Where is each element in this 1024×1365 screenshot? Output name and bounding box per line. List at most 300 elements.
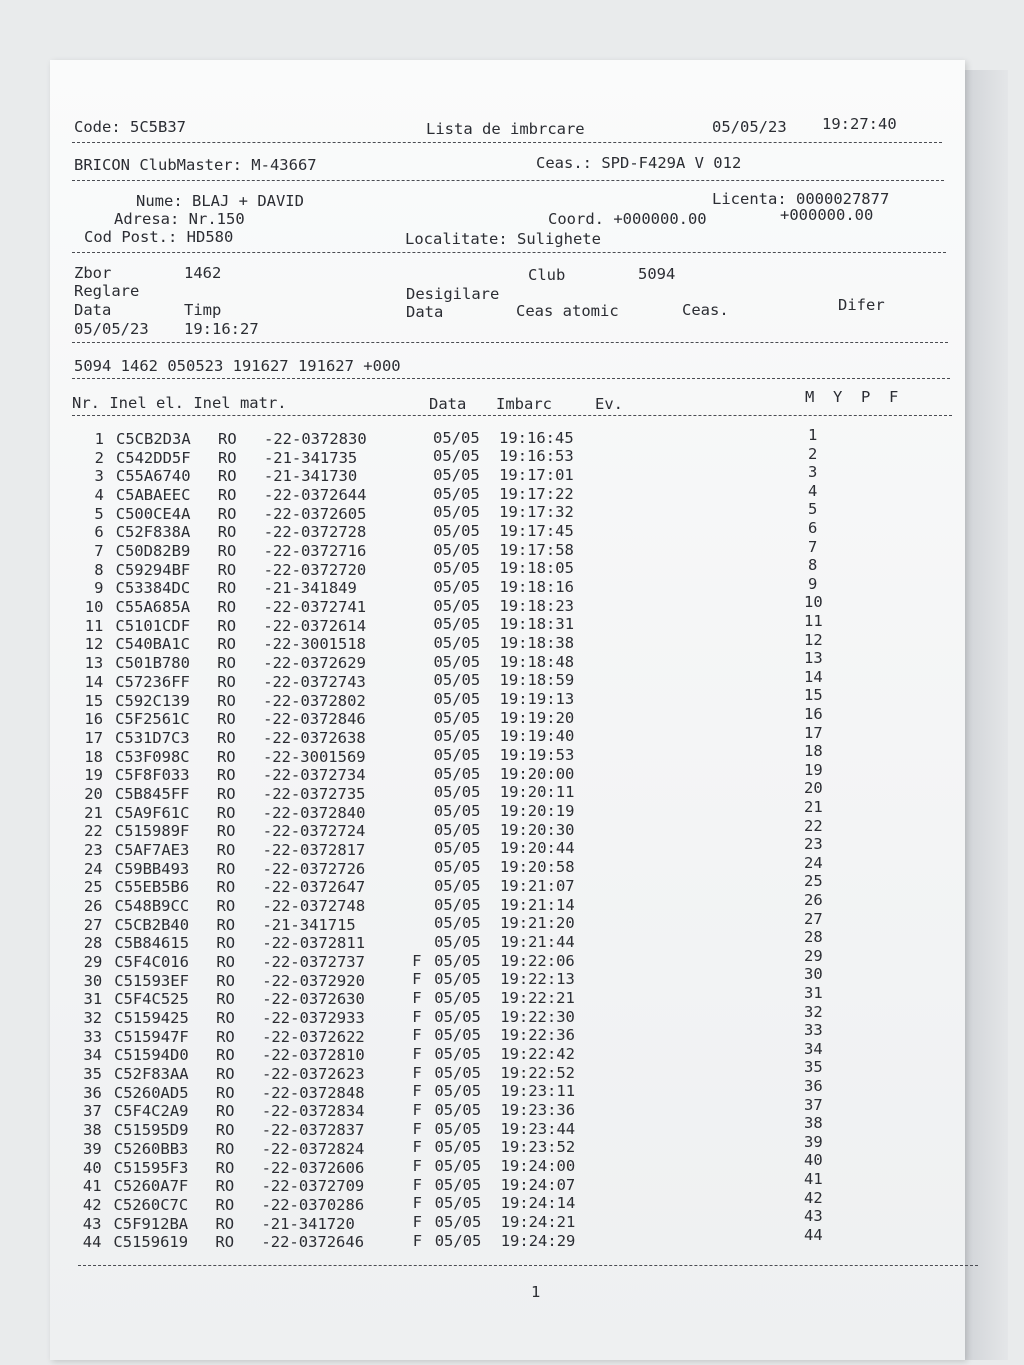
- row-sequence: 17: [804, 723, 823, 742]
- row-electronic-ring: C5ABAEEC: [115, 486, 191, 505]
- row-electronic-ring: C5159425: [114, 1009, 189, 1028]
- ceas-label: Ceas.: [682, 301, 729, 319]
- row-flag: F: [412, 1082, 422, 1101]
- row-country: RO: [216, 840, 236, 859]
- row-country: RO: [217, 448, 237, 467]
- row-electronic-ring: C5CB2D3A: [116, 430, 191, 448]
- reglare-label: Reglare: [74, 282, 140, 300]
- row-number: 36: [83, 1083, 102, 1102]
- row-ring-number: -22-0372748: [262, 897, 366, 915]
- row-country: RO: [217, 504, 237, 523]
- row-date: 05/05: [433, 727, 481, 746]
- row-sequence: 14: [804, 667, 823, 686]
- divider: [72, 378, 950, 379]
- row-sequence: 37: [804, 1095, 823, 1114]
- row-sequence: 9: [808, 574, 818, 593]
- row-time: 19:24:29: [500, 1231, 576, 1250]
- row-date: 05/05: [434, 951, 481, 970]
- row-number: 16: [84, 710, 104, 729]
- club-label: Club: [528, 266, 566, 284]
- row-number: 10: [84, 598, 104, 617]
- row-country: RO: [217, 635, 236, 654]
- row-ring-number: -21-341720: [261, 1214, 355, 1233]
- row-time: 19:24:07: [500, 1175, 576, 1194]
- row-electronic-ring: C5CB2B40: [114, 915, 190, 934]
- row-number: 41: [82, 1177, 102, 1196]
- row-country: RO: [215, 1195, 235, 1214]
- divider: [72, 142, 942, 143]
- row-electronic-ring: C5B845FF: [114, 784, 190, 803]
- row-time: 19:21:20: [500, 914, 575, 933]
- row-time: 19:23:11: [500, 1082, 576, 1101]
- row-electronic-ring: C55A685A: [115, 598, 191, 617]
- row-country: RO: [215, 1083, 235, 1102]
- row-time: 19:22:36: [500, 1026, 575, 1045]
- row-electronic-ring: C592C139: [115, 691, 190, 710]
- row-electronic-ring: C540BA1C: [115, 635, 190, 654]
- difer-label: Difer: [838, 296, 885, 314]
- report-time: 19:27:40: [822, 115, 897, 133]
- row-sequence: 7: [808, 537, 818, 556]
- row-time: 19:19:40: [499, 727, 575, 746]
- row-time: 19:24:00: [500, 1157, 576, 1176]
- row-country: RO: [216, 784, 236, 803]
- row-country: RO: [216, 747, 236, 766]
- row-date: 05/05: [433, 615, 481, 634]
- row-country: RO: [216, 971, 235, 990]
- row-date: 05/05: [433, 484, 480, 503]
- row-sequence: 41: [804, 1170, 823, 1188]
- row-time: 19:22:30: [500, 1007, 575, 1026]
- row-electronic-ring: C501B780: [115, 654, 190, 673]
- row-date: 05/05: [433, 540, 480, 559]
- divider: [72, 415, 952, 416]
- row-country: RO: [215, 1139, 235, 1158]
- row-sequence: 12: [804, 630, 823, 649]
- row-time: 19:21:07: [499, 876, 575, 895]
- row-time: 19:22:21: [500, 988, 575, 1007]
- row-country: RO: [215, 1177, 235, 1196]
- row-electronic-ring: C548B9CC: [114, 897, 190, 915]
- row-number: 29: [83, 953, 103, 972]
- flight-summary-line: 5094 1462 050523 191627 191627 +000: [74, 357, 401, 375]
- row-country: RO: [216, 1027, 235, 1046]
- row-flag: F: [412, 1157, 422, 1176]
- flight-label: Zbor: [74, 264, 112, 282]
- row-electronic-ring: C5F4C016: [114, 953, 189, 972]
- page-number: 1: [531, 1283, 541, 1301]
- row-country: RO: [215, 1214, 235, 1233]
- row-country: RO: [217, 728, 236, 747]
- row-time: 19:19:53: [499, 746, 575, 765]
- row-electronic-ring: C5AF7AE3: [114, 840, 190, 859]
- row-sequence: 42: [804, 1188, 823, 1207]
- row-electronic-ring: C5A9F61C: [114, 803, 190, 822]
- row-country: RO: [217, 672, 236, 691]
- row-ring-number: -22-0372811: [262, 934, 366, 953]
- row-electronic-ring: C515947F: [114, 1027, 189, 1046]
- row-electronic-ring: C5260A7F: [113, 1177, 189, 1196]
- row-number: 15: [84, 691, 104, 710]
- row-country: RO: [215, 1121, 235, 1140]
- row-date: 05/05: [433, 783, 481, 802]
- divider: [72, 342, 948, 343]
- row-time: 19:16:45: [499, 428, 574, 447]
- report-code: Code: 5C5B37: [74, 118, 186, 136]
- row-electronic-ring: C5260BB3: [113, 1139, 189, 1158]
- row-ring-number: -22-3001518: [263, 635, 366, 654]
- row-sequence: 23: [804, 835, 823, 854]
- row-time: 19:20:30: [499, 820, 575, 839]
- row-electronic-ring: C51594D0: [114, 1046, 189, 1065]
- row-country: RO: [216, 766, 236, 785]
- row-flag: F: [412, 1044, 422, 1063]
- row-country: RO: [216, 1009, 235, 1028]
- row-date: 05/05: [433, 820, 481, 839]
- row-date: 05/05: [434, 895, 481, 914]
- row-number: 1: [94, 430, 104, 448]
- row-time: 19:23:52: [500, 1138, 576, 1157]
- row-time: 19:17:22: [499, 484, 574, 503]
- row-ring-number: -22-0372735: [262, 784, 366, 803]
- printout-sheet: [50, 60, 965, 1360]
- row-ring-number: -22-0372716: [263, 542, 367, 561]
- row-country: RO: [216, 934, 236, 953]
- row-date: 05/05: [434, 1213, 482, 1232]
- row-date: 05/05: [433, 708, 481, 727]
- column-header-ev: Ev.: [595, 395, 623, 413]
- row-time: 19:18:38: [499, 633, 575, 652]
- row-sequence: 19: [804, 760, 823, 779]
- timp-label: Timp: [184, 301, 222, 319]
- row-number: 4: [94, 486, 104, 505]
- row-country: RO: [217, 598, 237, 617]
- member-address: Adresa: Nr.150: [114, 210, 245, 228]
- row-sequence: 35: [804, 1058, 823, 1077]
- row-country: RO: [216, 878, 236, 897]
- column-header-data: Data: [429, 395, 467, 413]
- row-date: 05/05: [434, 1100, 482, 1119]
- row-date: 05/05: [434, 932, 481, 951]
- row-country: RO: [217, 691, 236, 710]
- row-ring-number: -22-0372737: [262, 953, 365, 972]
- row-electronic-ring: C51595F3: [113, 1158, 189, 1177]
- row-time: 19:18:05: [499, 559, 574, 578]
- row-ring-number: -22-0372646: [261, 1233, 365, 1252]
- flight-number: 1462: [184, 264, 222, 282]
- row-electronic-ring: C500CE4A: [115, 504, 191, 523]
- row-sequence: 18: [804, 742, 823, 761]
- row-country: RO: [216, 822, 236, 841]
- row-time: 19:16:53: [499, 447, 574, 466]
- row-number: 33: [83, 1027, 103, 1046]
- row-ring-number: -21-341735: [263, 448, 358, 467]
- row-time: 19:18:16: [499, 577, 574, 596]
- row-country: RO: [215, 1158, 235, 1177]
- row-electronic-ring: C57236FF: [115, 672, 190, 691]
- row-country: RO: [217, 710, 236, 729]
- row-time: 19:22:06: [500, 951, 575, 970]
- divider: [78, 1265, 978, 1266]
- row-date: 05/05: [434, 1231, 482, 1250]
- row-number: 25: [83, 878, 103, 897]
- row-date: 05/05: [434, 988, 481, 1007]
- row-time: 19:22:52: [500, 1063, 576, 1082]
- row-ring-number: -22-0372644: [263, 486, 367, 505]
- row-sequence: 13: [804, 649, 823, 668]
- row-sequence: 28: [804, 928, 823, 947]
- row-date: 05/05: [434, 1119, 482, 1138]
- row-number: 9: [94, 579, 104, 598]
- row-electronic-ring: C5F912BA: [113, 1214, 189, 1233]
- row-ring-number: -22-0372817: [262, 840, 366, 859]
- row-date: 05/05: [433, 876, 481, 895]
- row-date: 05/05: [434, 970, 481, 989]
- row-ring-number: -22-0372629: [263, 654, 366, 673]
- row-number: 28: [83, 934, 103, 953]
- row-ring-number: -22-0372840: [262, 803, 366, 822]
- row-date: 05/05: [434, 1063, 482, 1082]
- row-country: RO: [216, 953, 235, 972]
- row-number: 14: [84, 672, 104, 691]
- row-sequence: 4: [808, 481, 818, 500]
- row-flag: F: [412, 1063, 422, 1082]
- row-time: 19:22:42: [500, 1044, 575, 1063]
- row-country: RO: [215, 1233, 235, 1252]
- row-date: 05/05: [434, 1007, 481, 1026]
- row-ring-number: -22-0372614: [263, 616, 367, 635]
- row-flag: F: [412, 1138, 422, 1157]
- row-flag: F: [412, 1007, 422, 1026]
- row-ring-number: -22-0372606: [261, 1158, 365, 1177]
- row-sequence: 33: [804, 1021, 823, 1040]
- row-ring-number: -22-0372824: [261, 1139, 365, 1158]
- row-date: 05/05: [433, 503, 480, 522]
- row-sequence: 22: [804, 816, 823, 835]
- row-ring-number: -22-0372726: [262, 859, 366, 878]
- row-number: 7: [94, 542, 104, 561]
- row-electronic-ring: C52F838A: [115, 523, 191, 542]
- row-ring-number: -22-0370286: [261, 1195, 365, 1214]
- row-number: 24: [83, 859, 103, 878]
- row-country: RO: [216, 990, 235, 1009]
- row-ring-number: -22-0372605: [263, 504, 367, 523]
- row-number: 12: [84, 635, 104, 654]
- row-electronic-ring: C5F4C525: [114, 990, 189, 1009]
- row-number: 32: [83, 1009, 103, 1028]
- row-date: 05/05: [433, 802, 481, 821]
- row-number: 19: [84, 766, 103, 785]
- row-date: 05/05: [433, 764, 481, 783]
- row-sequence: 5: [808, 500, 818, 519]
- row-flag: F: [412, 1213, 423, 1232]
- row-time: 19:23:44: [500, 1119, 576, 1138]
- row-number: 22: [84, 822, 103, 841]
- row-date: 05/05: [434, 914, 481, 933]
- row-ring-number: -22-0372846: [263, 710, 366, 729]
- row-time: 19:22:13: [500, 970, 575, 989]
- row-time: 19:20:11: [499, 783, 575, 802]
- row-electronic-ring: C53F098C: [114, 747, 190, 766]
- row-date: 05/05: [434, 1138, 482, 1157]
- row-ring-number: -21-341730: [263, 467, 358, 486]
- row-electronic-ring: C5F4C2A9: [113, 1102, 189, 1121]
- row-sequence: 29: [804, 946, 823, 965]
- row-time: 19:23:36: [500, 1100, 576, 1119]
- column-header-imbarc: Imbarc: [496, 395, 552, 413]
- row-country: RO: [216, 803, 236, 822]
- clock-id: Ceas.: SPD-F429A V 012: [536, 154, 742, 172]
- row-sequence: 30: [804, 965, 823, 984]
- row-number: 35: [83, 1065, 102, 1084]
- row-number: 18: [84, 747, 103, 766]
- row-sequence: 34: [804, 1039, 823, 1058]
- row-flag: F: [412, 1175, 422, 1194]
- row-ring-number: -22-0372622: [262, 1027, 365, 1046]
- row-ring-number: -22-0372848: [261, 1083, 365, 1102]
- row-country: RO: [217, 467, 237, 486]
- row-number: 3: [94, 467, 104, 486]
- row-sequence: 15: [804, 686, 823, 705]
- row-electronic-ring: C515989F: [114, 822, 190, 841]
- row-number: 40: [82, 1158, 102, 1177]
- row-sequence: 44: [804, 1225, 823, 1244]
- row-time: 19:24:21: [500, 1213, 576, 1232]
- row-date: 05/05: [433, 447, 480, 466]
- row-time: 19:17:01: [499, 465, 574, 484]
- row-sequence: 21: [804, 798, 823, 816]
- row-time: 19:19:20: [499, 708, 575, 727]
- row-electronic-ring: C51595D9: [113, 1121, 189, 1140]
- row-sequence: 20: [804, 779, 823, 798]
- row-number: 6: [94, 523, 104, 542]
- row-electronic-ring: C5F2561C: [115, 710, 190, 729]
- row-time: 19:24:14: [500, 1194, 576, 1213]
- row-number: 27: [83, 915, 103, 934]
- row-number: 42: [82, 1195, 102, 1214]
- row-country: RO: [217, 579, 237, 598]
- row-country: RO: [218, 430, 237, 448]
- member-postal-code: Cod Post.: HD580: [84, 228, 234, 246]
- row-country: RO: [216, 1046, 235, 1065]
- row-sequence: 8: [808, 556, 818, 575]
- row-date: 05/05: [433, 746, 481, 765]
- row-number: 21: [84, 803, 103, 822]
- row-number: 31: [83, 990, 103, 1009]
- row-electronic-ring: C59294BF: [115, 560, 191, 579]
- row-ring-number: -21-341715: [262, 915, 356, 934]
- row-date: 05/05: [433, 577, 480, 596]
- clubmaster-id: BRICON ClubMaster: M-43667: [74, 156, 317, 174]
- row-sequence: 3: [808, 463, 818, 482]
- row-ring-number: -22-0372734: [262, 766, 366, 785]
- report-title: Lista de imbrcare: [426, 120, 585, 138]
- row-sequence: 27: [804, 909, 823, 928]
- row-date: 05/05: [434, 1157, 482, 1176]
- row-time: 19:19:13: [499, 690, 575, 709]
- row-sequence: 43: [804, 1207, 823, 1226]
- row-flag: F: [412, 1100, 422, 1119]
- row-sequence: 11: [804, 612, 823, 630]
- row-electronic-ring: C55A6740: [115, 467, 191, 486]
- row-country: RO: [216, 915, 236, 934]
- row-electronic-ring: C59BB493: [114, 859, 190, 878]
- row-country: RO: [216, 859, 236, 878]
- row-ring-number: -22-0372647: [262, 878, 366, 897]
- row-sequence: 25: [804, 872, 823, 891]
- row-time: 19:18:23: [499, 596, 575, 615]
- row-ring-number: -22-0372837: [261, 1121, 365, 1140]
- row-date: 05/05: [434, 1026, 481, 1045]
- row-number: 8: [94, 560, 104, 579]
- row-ring-number: -22-0372720: [263, 560, 367, 579]
- row-sequence: 16: [804, 705, 823, 723]
- row-date: 05/05: [433, 652, 481, 671]
- row-electronic-ring: C5101CDF: [115, 616, 191, 635]
- row-country: RO: [217, 616, 237, 635]
- row-electronic-ring: C5B84615: [114, 934, 190, 953]
- row-date: 05/05: [433, 633, 481, 652]
- column-header-flags: M Y P F: [805, 388, 899, 406]
- row-sequence: 1: [808, 426, 818, 444]
- row-sequence: 40: [804, 1151, 823, 1170]
- row-ring-number: -21-341849: [263, 579, 357, 598]
- row-date: 05/05: [433, 559, 480, 578]
- row-country: RO: [217, 560, 237, 579]
- reglare-time: 19:16:27: [184, 320, 259, 338]
- row-time: 19:17:45: [499, 521, 574, 540]
- row-number: 44: [82, 1233, 102, 1252]
- row-ring-number: -22-0372834: [261, 1102, 365, 1121]
- row-time: 19:18:48: [499, 652, 575, 671]
- row-time: 19:17:58: [499, 540, 574, 559]
- row-country: RO: [217, 542, 237, 561]
- row-date: 05/05: [434, 1082, 482, 1101]
- row-sequence: 32: [804, 1002, 823, 1021]
- row-date: 05/05: [433, 690, 481, 709]
- row-electronic-ring: C52F83AA: [113, 1065, 189, 1084]
- member-license: Licenta: 0000027877: [712, 190, 890, 208]
- member-coordinates-2: +000000.00: [780, 206, 874, 224]
- column-header-rings: Nr. Inel el. Inel matr.: [72, 394, 287, 412]
- row-date: 05/05: [434, 1175, 482, 1194]
- row-time: 19:21:14: [500, 895, 575, 914]
- row-ring-number: -22-0372830: [264, 430, 367, 448]
- reglare-date: 05/05/23: [74, 320, 149, 338]
- row-country: RO: [215, 1065, 235, 1084]
- row-electronic-ring: C531D7C3: [115, 728, 190, 747]
- row-number: 23: [84, 840, 103, 859]
- row-ring-number: -22-0372630: [262, 990, 365, 1009]
- row-ring-number: -22-0372709: [261, 1177, 365, 1196]
- row-time: 19:21:44: [500, 932, 575, 951]
- row-date: 05/05: [433, 428, 480, 447]
- row-country: RO: [217, 486, 237, 505]
- row-number: 37: [83, 1102, 102, 1121]
- row-number: 26: [83, 897, 103, 915]
- data-label: Data: [74, 301, 112, 319]
- row-sequence: 31: [804, 984, 823, 1002]
- row-date: 05/05: [434, 1194, 482, 1213]
- row-time: 19:18:59: [499, 671, 575, 690]
- row-flag: F: [412, 988, 422, 1007]
- row-ring-number: -22-0372741: [263, 598, 367, 617]
- row-date: 05/05: [433, 858, 481, 877]
- row-number: 38: [83, 1121, 102, 1140]
- row-flag: F: [412, 970, 422, 989]
- row-flag: F: [412, 1194, 422, 1213]
- desigilare-data-label: Data: [406, 303, 444, 321]
